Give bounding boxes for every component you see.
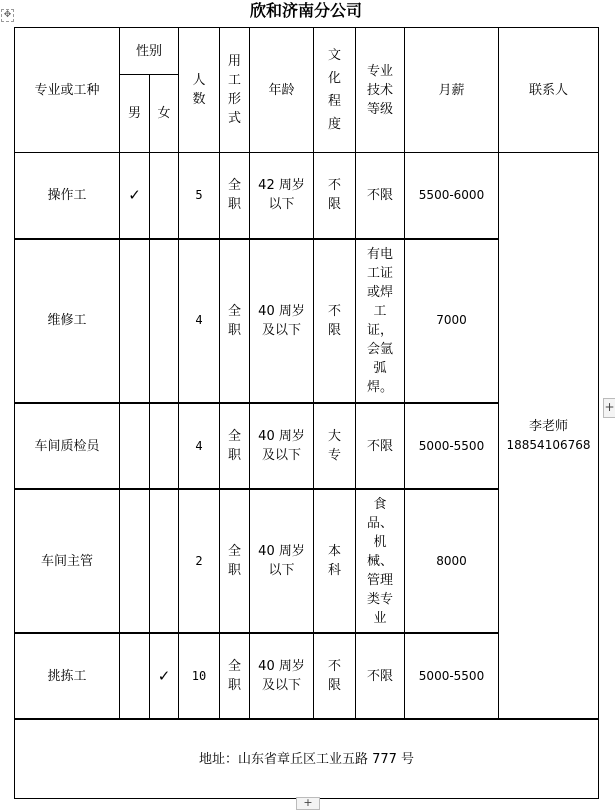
recruitment-table xyxy=(14,27,599,799)
salary: 5500-6000 xyxy=(405,153,499,239)
add-column-button[interactable]: + xyxy=(603,398,615,418)
male-check-icon xyxy=(120,239,150,403)
job-name: 维修工 xyxy=(15,239,120,403)
salary: 5000-5500 xyxy=(405,403,499,489)
headcount: 5 xyxy=(179,153,220,239)
education-requirement: 大专 xyxy=(314,403,356,489)
employment-form: 全职 xyxy=(220,403,250,489)
education-requirement: 不限 xyxy=(314,633,356,719)
table-move-icon[interactable]: ✥ xyxy=(1,9,14,22)
header-skill: 专业技术等级 xyxy=(356,28,405,153)
skill-requirement: 不限 xyxy=(356,403,405,489)
header-education: 文 化程 度 xyxy=(314,28,356,153)
age-requirement: 40 周岁及以下 xyxy=(250,633,314,719)
female-check-icon xyxy=(150,403,179,489)
header-female: 女 xyxy=(150,75,179,153)
headcount: 4 xyxy=(179,239,220,403)
add-row-button[interactable]: + xyxy=(296,797,320,810)
contact-cell xyxy=(499,153,599,720)
address-row xyxy=(15,719,599,798)
skill-requirement: 不限 xyxy=(356,633,405,719)
headcount: 4 xyxy=(179,403,220,489)
education-requirement: 不限 xyxy=(314,239,356,403)
age-requirement: 42 周岁以下 xyxy=(250,153,314,239)
male-check-icon xyxy=(120,403,150,489)
page-title: 欣和济南分公司 xyxy=(249,1,362,20)
contact-name: 李老师 xyxy=(529,418,569,434)
headcount: 10 xyxy=(179,633,220,719)
salary: 5000-5500 xyxy=(405,633,499,719)
salary: 8000 xyxy=(405,489,499,633)
male-check-icon xyxy=(120,633,150,719)
address: 地址：山东省章丘区工业五路 777 号 xyxy=(15,719,599,798)
employment-form: 全职 xyxy=(220,239,250,403)
header-age: 年龄 xyxy=(250,28,314,153)
female-check-icon xyxy=(150,153,179,239)
female-check-icon xyxy=(150,239,179,403)
salary: 7000 xyxy=(405,239,499,403)
job-name: 挑拣工 xyxy=(15,633,120,719)
job-name: 车间主管 xyxy=(15,489,120,633)
age-requirement: 40 周岁及以下 xyxy=(250,239,314,403)
skill-requirement: 食品、机械、管理类专业 xyxy=(356,489,405,633)
header-salary: 月薪 xyxy=(405,28,499,153)
skill-requirement: 有电工证或焊工证，会氩弧焊。 xyxy=(356,239,405,403)
male-check-icon xyxy=(120,489,150,633)
female-check-icon: ✓ xyxy=(150,633,179,719)
employment-form: 全职 xyxy=(220,633,250,719)
female-check-icon xyxy=(150,489,179,633)
employment-form: 全职 xyxy=(220,489,250,633)
age-requirement: 40 周岁及以下 xyxy=(250,403,314,489)
header-male: 男 xyxy=(120,75,150,153)
employment-form: 全职 xyxy=(220,153,250,239)
header-employment: 用工形式 xyxy=(220,28,250,153)
job-name: 车间质检员 xyxy=(15,403,120,489)
job-name: 操作工 xyxy=(15,153,120,239)
male-check-icon: ✓ xyxy=(120,153,150,239)
skill-requirement: 不限 xyxy=(356,153,405,239)
education-requirement: 不限 xyxy=(314,153,356,239)
education-requirement: 本科 xyxy=(314,489,356,633)
contact-phone: 18854106768 xyxy=(506,437,591,452)
header-headcount: 人数 xyxy=(179,28,220,153)
header-contact: 联系人 xyxy=(499,28,599,153)
header-profession: 专业或工种 xyxy=(15,28,120,153)
header-gender: 性别 xyxy=(120,28,179,75)
table-row xyxy=(15,153,599,239)
age-requirement: 40 周岁以下 xyxy=(250,489,314,633)
headcount: 2 xyxy=(179,489,220,633)
